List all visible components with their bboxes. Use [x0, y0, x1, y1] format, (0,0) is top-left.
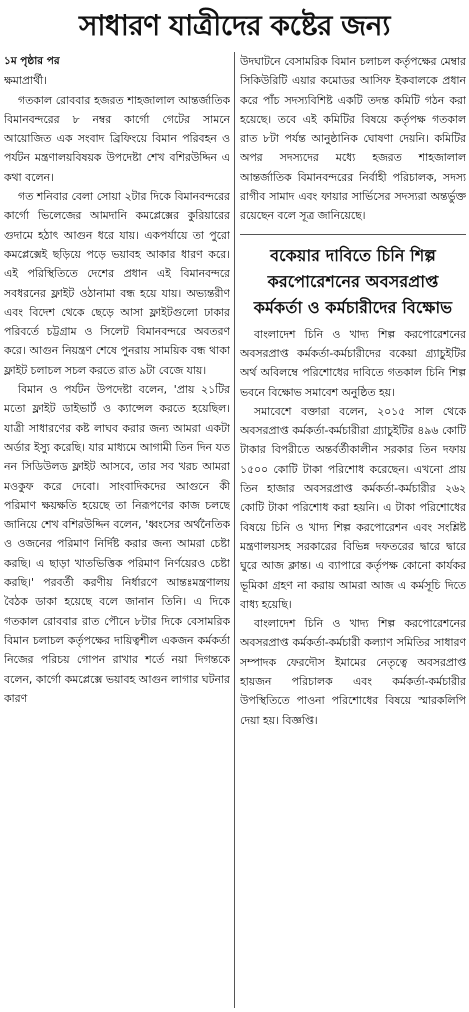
paragraph: গত শনিবার বেলা সোয়া ২টার দিকে বিমানবন্দরের কার্গো ভিলেজের আমদানি কমপ্লেক্সের কুরিয়ারের গুদামে হঠাৎ আগুন ধরে যায়। একপর্যায়ে তা পুরো কমপ্লেক্সেই ছড়িয়ে পড়ে ভয়াবহ আকার ধারণ করে। এই পরিস্থিতিতে দেশের প্রধান এই বিমানবন্দরে সবধরনের ফ্লাইট ওঠানামা বন্ধ হয়ে যায়। অভ্যন্তরীণ এবং বিদেশ থেকে ছেড়ে আসা ফ্লাইটগুলো ঢাকার পরিবর্তে চট্টগ্রাম ও সিলেট বিমানবন্দরে অবতরণ করে। আগুন নিয়ন্ত্রণ শেষে পুনরায় সাময়িক বন্ধ থাকা ফ্লাইট চলাচল সচল করতে রাত ৯টা বেজে যায়। — [4, 190, 230, 377]
paragraph: ক্ষমাপ্রার্থী। — [4, 74, 48, 88]
continued-from: ১ম পৃষ্ঠার পর — [4, 55, 60, 67]
paragraph: বাংলাদেশ চিনি ও খাদ্য শিল্প করপোরেশনের অবসরপ্রাপ্ত কর্মকর্তা-কর্মচারী কল্যাণ সমিতির সাধারণ সম্পাদক ফেরদৌস ইমামের নেতৃত্বে অবসরপ্রাপ্ত হায়জন পরিচালক এবং কর্মকর্তা-কর্মচারীর উপস্থিতিতে পাওনা পরিশোধের বিষয়ে স্মারকলিপি দেয়া হয়। বিজ্ঞপ্তি। — [240, 617, 466, 727]
column-right — [240, 52, 466, 1010]
paragraph: সমাবেশে বক্তারা বলেন, ২০১৫ সাল থেকে অবসরপ্রাপ্ত কর্মকর্তা-কর্মচারীরা গ্র্যাচুইটির ৪৯৬ কোটি টাকার বিপরীতে অন্তর্বর্তীকালীন সরকার তিন দফায় ১৫০০ কোটি টাকা পরিশোধ করেছেন। এখনো প্রায় তিন হাজার অবসরপ্রাপ্ত কর্মকর্তা-কর্মচারীর ২৬২ কোটি টাকা পরিশোধ করা হয়নি। এ টাকা পরিশোধের বিষয়ে চিনি ও খাদ্য শিল্প করপোরেশন এবং সংশ্লিষ্ট মন্ত্রণালয়সহ সরকারের বিভিন্ন দফতরের দ্বারে দ্বারে ঘুরে আজ ক্লান্ত। এ ব্যাপারে কর্তৃপক্ষ কোনো কার্যকর ভূমিকা গ্রহণ না করায় আমরা আজ এ কর্মসূচি দিতে বাধ্য হয়েছি। — [240, 404, 466, 611]
paragraph: গতকাল রোববার হজরত শাহজালাল আন্তর্জাতিক বিমানবন্দরের ৮ নম্বর কার্গো গেটের সামনে আয়োজিত এক সংবাদ ব্রিফিংয়ে বিমান পরিবহন ও পর্যটন মন্ত্রণালয়বিষয়ক উপদেষ্টা শেখ বশিরউদ্দিন এ কথা বলেন। — [4, 93, 230, 184]
headline: সাধারণ যাত্রীদের কষ্টের জন্য — [78, 9, 391, 42]
column-left — [4, 52, 230, 1010]
subheadline: বকেয়ার দাবিতে চিনি শিল্প করপোরেশনের অবসরপ্রাপ্ত কর্মকর্তা ও কর্মচারীদের বিক্ষোভ — [253, 245, 453, 317]
paragraph: বিমান ও পর্যটন উপদেষ্টা বলেন, 'প্রায় ২১টির মতো ফ্লাইট ডাইভার্ট ও ক্যান্সেল করতে হয়েছিল। যাত্রী সাধারণের কষ্ট লাঘব করার জন্য আমরা একটা অর্ডার ইস্যু করেছি। যার মাধ্যমে আগামী তিন দিন যত নন সিডিউলড ফ্লাইট আসবে, তার সব খরচ আমরা মওকুফ করে দেবো। সাংবাদিকদের আগুনে কী পরিমাণ ক্ষয়ক্ষতি হয়েছে তা নিরূপণের কাজ চলছে জানিয়ে শেখ বশিরউদ্দিন বলেন, 'ধ্বংসের অর্থনৈতিক ও ওজনের পরিমাণ নির্দিষ্ট করার জন্য আমরা চেষ্টা করছি। এ ছাড়া খাতভিত্তিক পরিমাণ নির্ণয়েরও চেষ্টা করছি।' পরবর্তী করণীয় নির্ধারণে আন্তঃমন্ত্রণালয় বৈঠক ডাকা হয়েছে বলে জানান তিনি। এ দিকে গতকাল রোববার রাত পৌনে ৮টার দিকে বেসামরিক বিমান চলাচল কর্তৃপক্ষের দায়িত্বশীল একজন কর্মকর্তা নিজের পরিচয় গোপন রাখার শর্তে নয়া দিগন্তকে বলেন, কার্গো কমপ্লেক্সে ভয়াবহ আগুন লাগার ঘটনার কারণ — [4, 383, 230, 705]
section-divider — [240, 234, 466, 235]
column-divider — [234, 52, 235, 1008]
paragraph: বাংলাদেশ চিনি ও খাদ্য শিল্প করপোরেশনের অবসরপ্রাপ্ত কর্মকর্তা-কর্মচারীদের বকেয়া গ্র্যাচুইটির অর্থ অবিলম্বে পরিশোধের দাবিতে গতকাল চিনি শিল্প ভবনে বিক্ষোভ সমাবেশ অনুষ্ঠিত হয়। — [240, 327, 466, 399]
paragraph: উদঘাটনে বেসামরিক বিমান চলাচল কর্তৃপক্ষের মেম্বার সিকিউরিটি এয়ার কমোডর আসিফ ইকবালকে প্রধান করে পাঁচ সদস্যবিশিষ্ট একটি তদন্ত কমিটি গঠন করা হয়েছে। তবে এই কমিটির বিষয়ে কর্তৃপক্ষ গতকাল রাত ৮টা পর্যন্ত আনুষ্ঠানিক ঘোষণা দেয়নি। কমিটির অপর সদস্যদের মধ্যে হজরত শাহজালাল আন্তর্জাতিক বিমানবন্দরের নির্বাহী পরিচালক, সদস্য রাগীব সামাদ এবং ফায়ার সার্ভিসের সদস্যরা অন্তর্ভুক্ত রয়েছেন বলে সূত্র জানিয়েছে। — [240, 55, 466, 223]
